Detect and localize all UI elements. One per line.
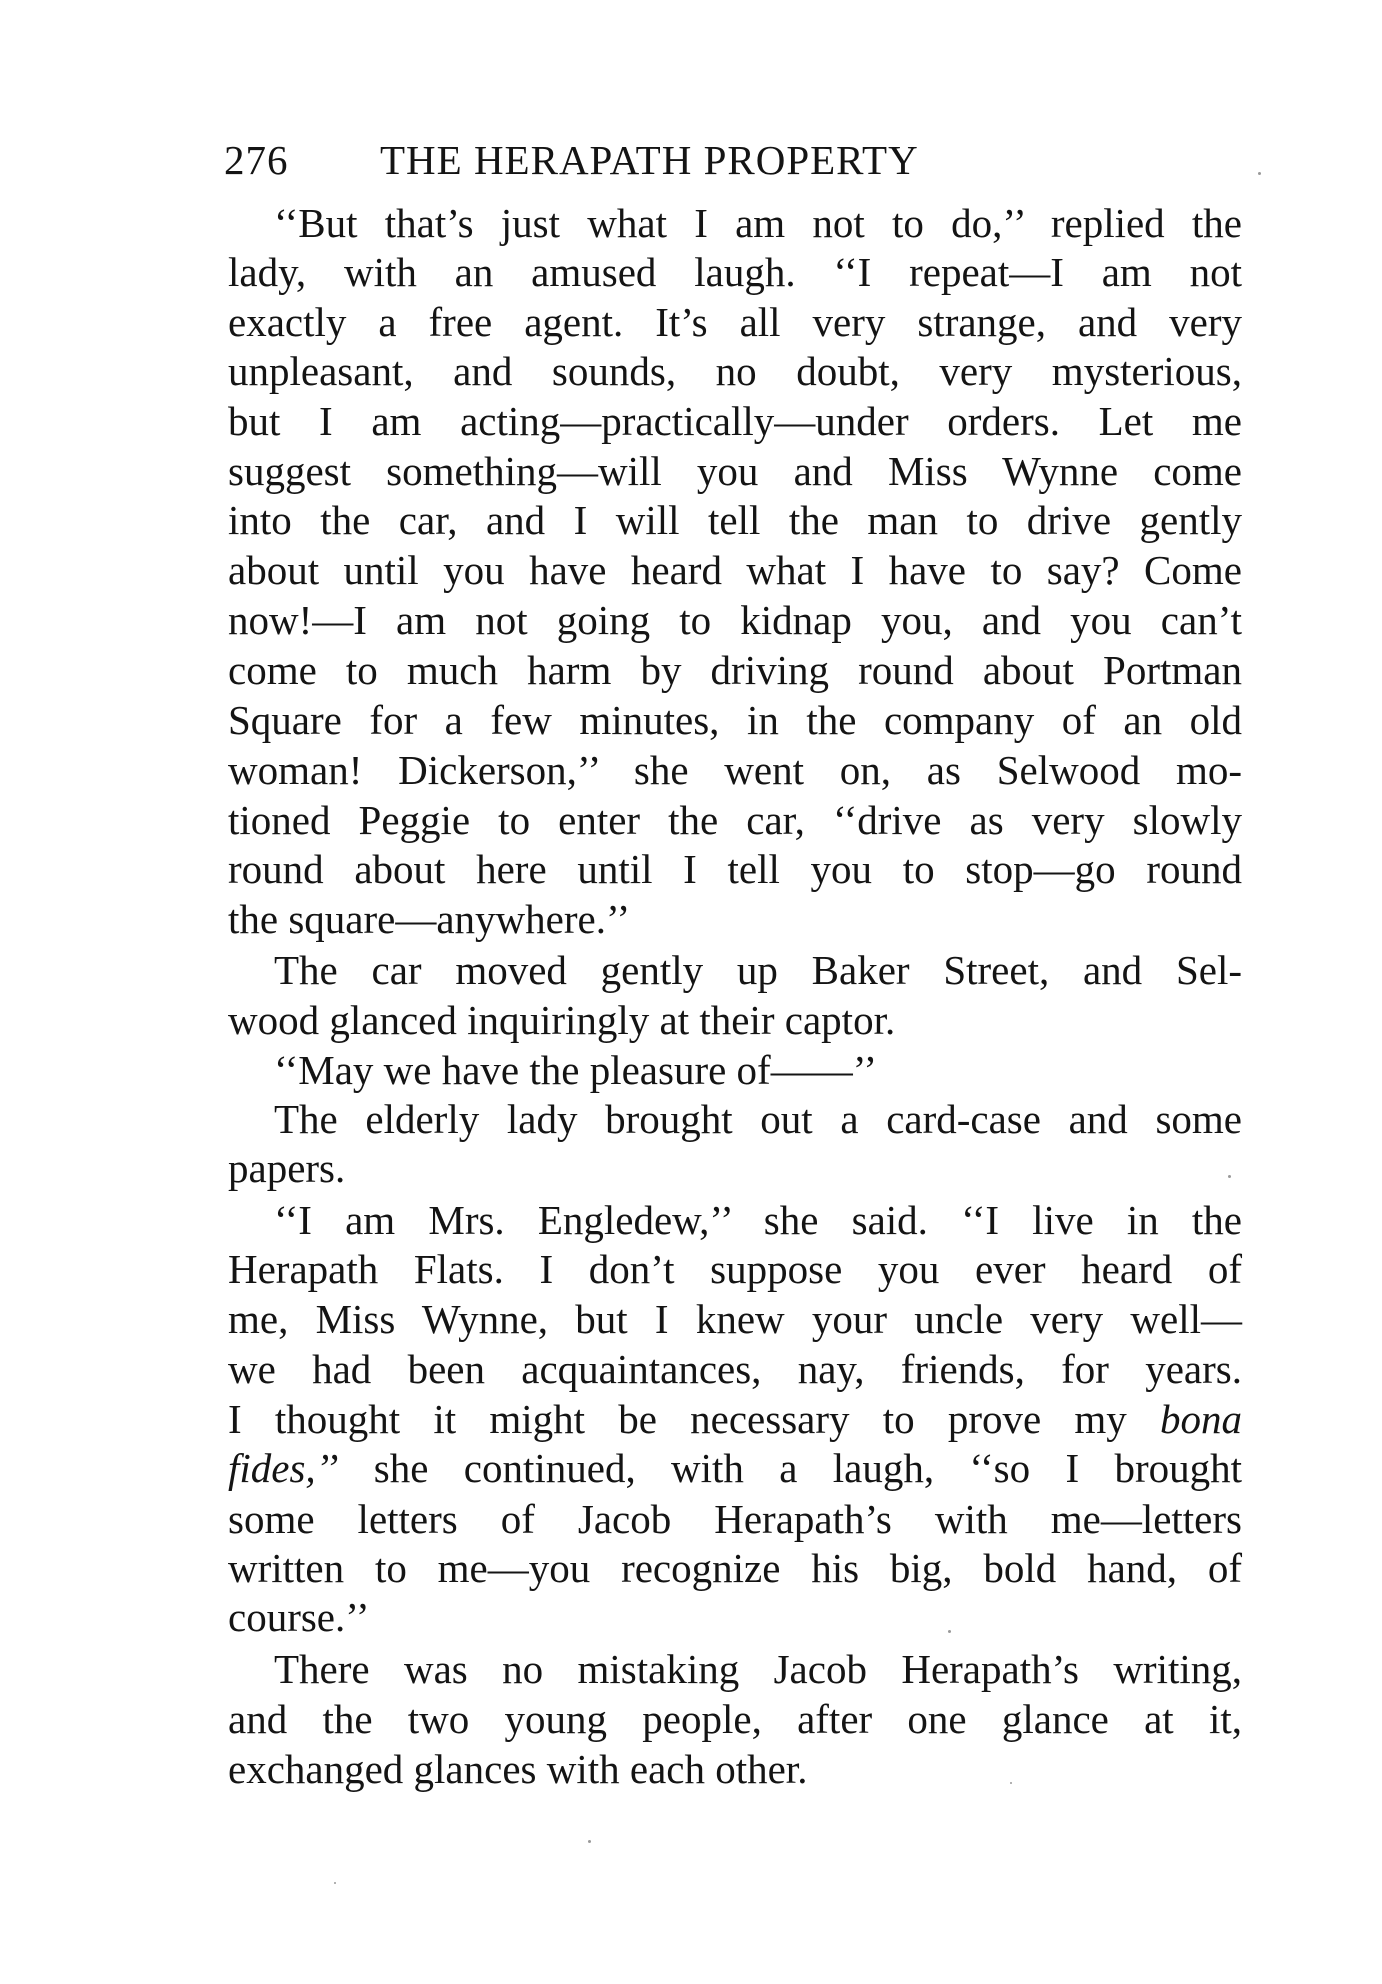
text-line: tioned Peggie to enter the car, ‘‘drive as very slowly	[228, 797, 1242, 843]
text-line: ‘‘I am Mrs. Engledew,’’ she said. ‘‘I live in the	[274, 1197, 1242, 1243]
italic-word: bona	[1160, 1396, 1243, 1442]
scan-speck	[1010, 1782, 1012, 1784]
text-line: suggest something—will you and Miss Wynne come	[228, 448, 1242, 494]
scan-speck	[1258, 172, 1261, 175]
text-line: ‘‘But that’s just what I am not to do,’’ replied the	[274, 200, 1242, 246]
text-line	[228, 1442, 1242, 1494]
text-segment: I thought it might be necessary to prove my	[228, 1396, 1127, 1442]
text-line: unpleasant, and sounds, no doubt, very mysterious,	[228, 348, 1242, 394]
text-line: now!—I am not going to kidnap you, and you can’t	[228, 597, 1242, 643]
text-line: exactly a free agent. It’s all very strange, and very	[228, 299, 1242, 345]
text-line: round about here until I tell you to stop—go round	[228, 846, 1242, 892]
scan-speck	[588, 1840, 591, 1843]
text-line: woman! Dickerson,’’ she went on, as Selwood mo-	[228, 747, 1242, 793]
text-line: wood glanced inquiringly at their captor.	[228, 997, 896, 1043]
text-line: exchanged glances with each other.	[228, 1746, 808, 1792]
text-line: course.’’	[228, 1594, 370, 1640]
text-line: come to much harm by driving round about Portman	[228, 647, 1242, 693]
text-line: lady, with an amused laugh. ‘‘I repeat—I am not	[228, 249, 1242, 295]
scan-speck	[1228, 1175, 1231, 1178]
text-line: papers.	[228, 1145, 346, 1191]
text-line: There was no mistaking Jacob Herapath’s writing,	[274, 1646, 1242, 1692]
text-line: we had been acquaintances, nay, friends, for years.	[228, 1346, 1242, 1392]
text-line: Herapath Flats. I don’t suppose you ever heard of	[228, 1246, 1242, 1292]
text-line: me, Miss Wynne, but I knew your uncle very well—	[228, 1296, 1242, 1342]
page-number: 276	[224, 137, 289, 183]
italic-word: fides,’’	[228, 1445, 339, 1491]
text-line: some letters of Jacob Herapath’s with me—letters	[228, 1496, 1242, 1542]
text-line: The elderly lady brought out a card-case and some	[274, 1096, 1242, 1142]
text-line: ‘‘May we have the pleasure of——’’	[274, 1047, 877, 1093]
page-header	[224, 130, 1244, 190]
text-line: and the two young people, after one glance at it,	[228, 1696, 1242, 1742]
scan-speck	[334, 1882, 336, 1884]
text-line: but I am acting—practically—under orders. Let me	[228, 398, 1242, 444]
text-line: into the car, and I will tell the man to drive gently	[228, 497, 1242, 543]
text-line: Square for a few minutes, in the company of an old	[228, 697, 1242, 743]
text-line: about until you have heard what I have to say? Come	[228, 547, 1242, 593]
running-title: THE HERAPATH PROPERTY	[380, 137, 919, 183]
scan-speck	[948, 1630, 951, 1633]
text-line: The car moved gently up Baker Street, and Sel-	[274, 947, 1242, 993]
text-line	[228, 1393, 1242, 1445]
text-line: written to me—you recognize his big, bold hand, of	[228, 1545, 1242, 1591]
text-line: the square—anywhere.’’	[228, 896, 631, 942]
text-segment: she continued, with a laugh, ‘‘so I brought	[373, 1445, 1242, 1491]
